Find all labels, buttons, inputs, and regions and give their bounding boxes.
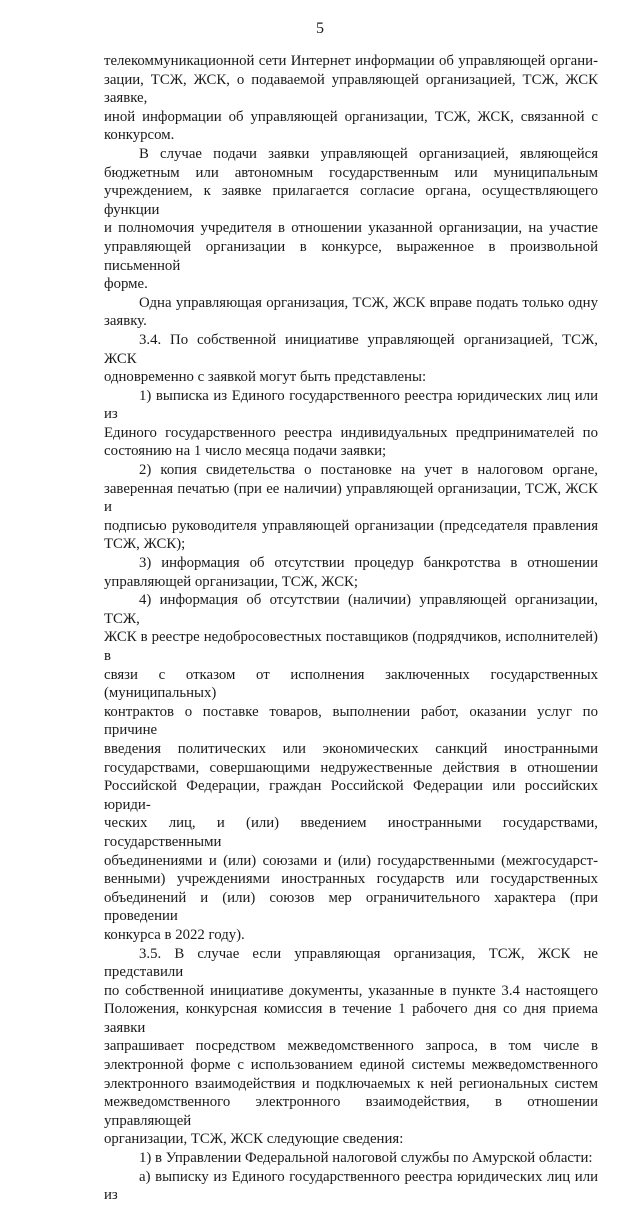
text-line: 1) в Управлении Федеральной налоговой службы по Амурской области:	[139, 1150, 593, 1167]
text-line: состоянию на 1 число месяца подачи заявки;	[104, 443, 387, 460]
text-line: учреждением, к заявке прилагается согласие органа, осуществляющего функции	[104, 183, 598, 218]
text-line: конкурсом.	[104, 127, 175, 144]
text-line: Положения, конкурсная комиссия в течение 1 рабочего дня со дня приема заявки	[104, 1001, 598, 1036]
text-line: заверенная печатью (при ее наличии) управляющей организации, ТСЖ, ЖСК и	[104, 480, 598, 516]
text-line: государствами, совершающими недружественные действия в отношении	[104, 759, 598, 776]
text-line: конкурса в 2022 году).	[104, 926, 245, 943]
text-line: венными) учреждениями иностранных государств или государственных	[104, 871, 598, 888]
text-line: Единого государственного реестра индивидуальных предпринимателей по	[104, 424, 598, 441]
text-line: по собственной инициативе документы, указанные в пункте 3.4 настоящего	[104, 982, 598, 999]
text-line: Одна управляющая организация, ТСЖ, ЖСК вправе подать только одну	[139, 294, 598, 311]
text-line: и полномочия учредителя в отношении указанной организации, на участие	[104, 220, 598, 237]
document-body	[104, 52, 598, 1205]
text-line: зации, ТСЖ, ЖСК, о подаваемой управляющей организацией, ТСЖ, ЖСК заявке,	[104, 71, 598, 107]
text-line: телекоммуникационной сети Интернет информации об управляющей органи-	[104, 53, 598, 69]
text-line: объединениями и (или) союзами и (или) государственными (межгосударст-	[104, 852, 598, 869]
text-line: управляющей организации, ТСЖ, ЖСК;	[104, 573, 359, 590]
text-line: введения политических или экономических санкций иностранными	[104, 740, 598, 757]
text-line: одновременно с заявкой могут быть представлены:	[104, 369, 427, 386]
text-line: организации, ТСЖ, ЖСК следующие сведения:	[104, 1131, 404, 1148]
text-line: электронной форме с использованием единой системы межведомственного	[104, 1057, 598, 1074]
text-line: 3) информация об отсутствии процедур банкротства в отношении	[139, 555, 598, 572]
text-line: электронного взаимодействия и подключаемых к ней региональных систем	[104, 1075, 598, 1092]
text-line: подписью руководителя управляющей организации (председателя правления	[104, 517, 598, 534]
text-line: заявку.	[104, 313, 147, 330]
text-line: ЖСК в реестре недобросовестных поставщиков (подрядчиков, исполнителей) в	[104, 629, 598, 664]
text-line: ческих лиц, и (или) введением иностранными государствами, государственными	[104, 815, 598, 850]
text-line: бюджетным или автономным государственным или муниципальным	[104, 164, 598, 181]
page-number: 5	[316, 20, 324, 37]
text-line: В случае подачи заявки управляющей организацией, являющейся	[139, 145, 598, 162]
text-line: 3.5. В случае если управляющая организация, ТСЖ, ЖСК не представили	[104, 945, 598, 981]
text-line: Российской Федерации, граждан Российской Федерации или российских юриди-	[104, 778, 598, 813]
text-line: иной информации об управляющей организации, ТСЖ, ЖСК, связанной с	[104, 108, 598, 125]
text-line: управляющей организации в конкурсе, выраженное в произвольной письменной	[104, 238, 598, 274]
text-line: а) выписку из Единого государственного реестра юридических лиц или из	[104, 1168, 598, 1204]
text-line: 2) копия свидетельства о постановке на учет в налоговом органе,	[139, 462, 598, 479]
text-line: 3.4. По собственной инициативе управляющей организацией, ТСЖ, ЖСК	[104, 331, 598, 367]
text-line: межведомственного электронного взаимодействия, в отношении управляющей	[104, 1094, 598, 1129]
text-line: объединений и (или) союзов мер ограничительного характера (при проведении	[104, 889, 598, 925]
text-line: 1) выписка из Единого государственного реестра юридических лиц или из	[104, 387, 598, 423]
text-line: 4) информация об отсутствии (наличии) управляющей организации, ТСЖ,	[104, 592, 598, 627]
text-line: ТСЖ, ЖСК);	[104, 536, 186, 553]
text-line: связи с отказом от исполнения заключенных государственных (муниципальных)	[104, 666, 598, 702]
text-line: запрашивает посредством межведомственного запроса, в том числе в	[104, 1038, 598, 1055]
text-line: форме.	[104, 276, 148, 293]
text-line: контрактов о поставке товаров, выполнении работ, оказании услуг по причине	[104, 703, 598, 739]
